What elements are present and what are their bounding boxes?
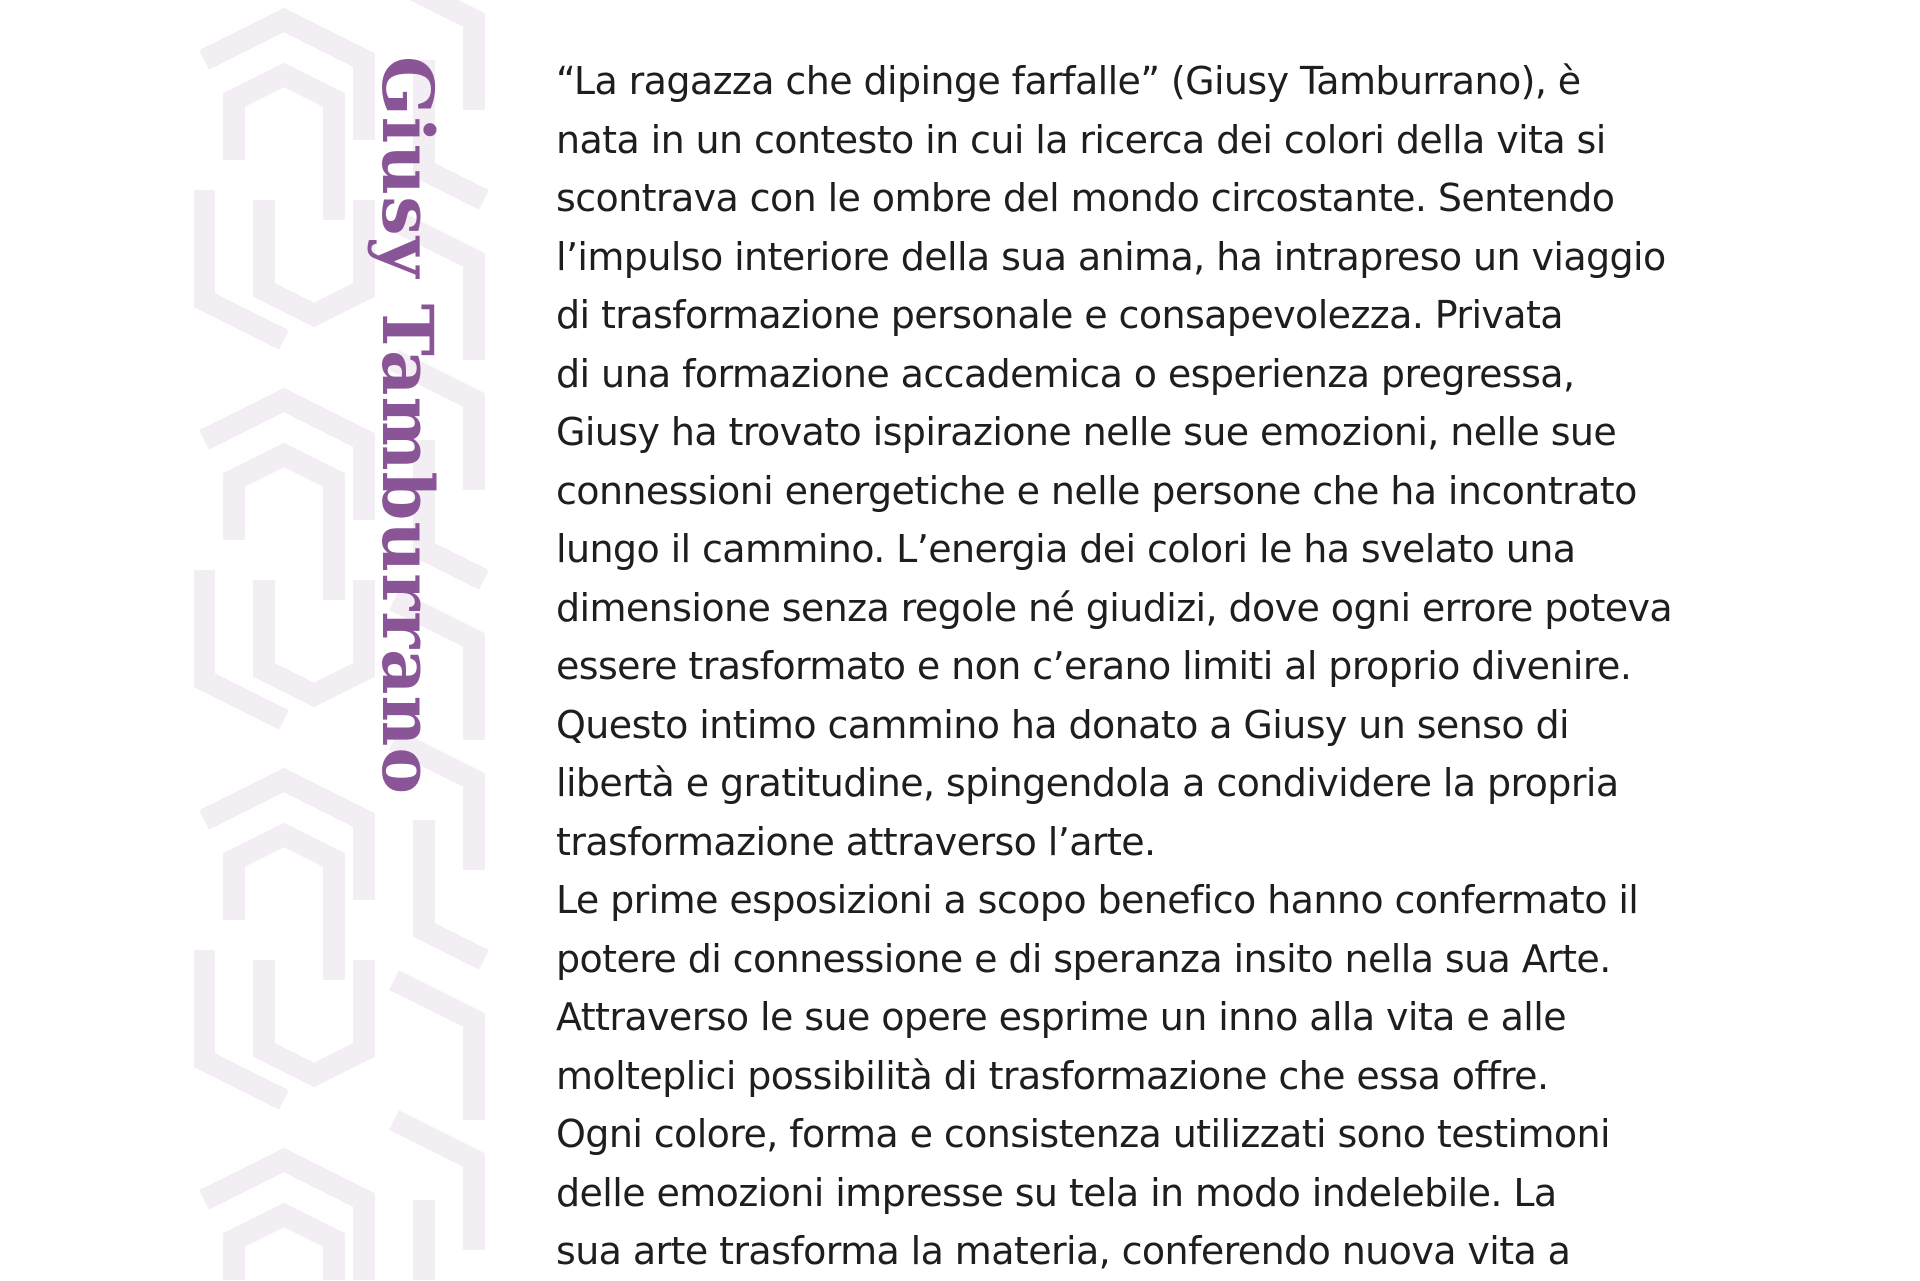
body-line: libertà e gratitudine, spingendola a condividere la propria <box>556 761 1619 805</box>
body-line: potere di connessione e di speranza insito nella sua Arte. <box>556 936 1611 981</box>
biography-paragraph <box>556 52 1796 1281</box>
body-line: Ogni colore, forma e consistenza utilizzati sono testimoni <box>556 1112 1610 1156</box>
body-line: dimensione senza regole né giudizi, dove ogni errore poteva <box>556 585 1673 630</box>
body-line: lungo il cammino. L’energia dei colori le ha svelato una <box>556 527 1576 571</box>
body-line: trasformazione attraverso l’arte. <box>556 819 1156 864</box>
body-line: Giusy ha trovato ispirazione nelle sue emozioni, nelle sue <box>556 410 1617 454</box>
body-line: l’impulso interiore della sua anima, ha intrapreso un viaggio <box>556 234 1666 279</box>
body-line: essere trasformato e non c’erano limiti al proprio divenire. <box>556 644 1632 688</box>
body-line: Questo intimo cammino ha donato a Giusy un senso di <box>556 702 1569 747</box>
body-line: nata in un contesto in cui la ricerca dei colori della vita si <box>556 117 1606 162</box>
body-line: delle emozioni impresse su tela in modo indelebile. La <box>556 1170 1557 1215</box>
body-line: scontrava con le ombre del mondo circostante. Sentendo <box>556 176 1615 220</box>
body-line: molteplici possibilità di trasformazione che essa offre. <box>556 1053 1549 1098</box>
body-line: sua arte trasforma la materia, conferendo nuova vita a <box>556 1229 1571 1273</box>
body-line: Le prime esposizioni a scopo benefico hanno confermato il <box>556 878 1639 922</box>
vertical-artist-name: Giusy Tamburrano <box>366 56 449 796</box>
body-line: connessioni energetiche e nelle persone che ha incontrato <box>556 468 1637 513</box>
body-line: “La ragazza che dipinge farfalle” (Giusy Tamburrano), è <box>556 59 1581 103</box>
body-line: di una formazione accademica o esperienza pregressa, <box>556 351 1575 396</box>
body-line: Attraverso le sue opere esprime un inno alla vita e alle <box>556 995 1566 1039</box>
body-line: di trasformazione personale e consapevolezza. Privata <box>556 293 1563 337</box>
